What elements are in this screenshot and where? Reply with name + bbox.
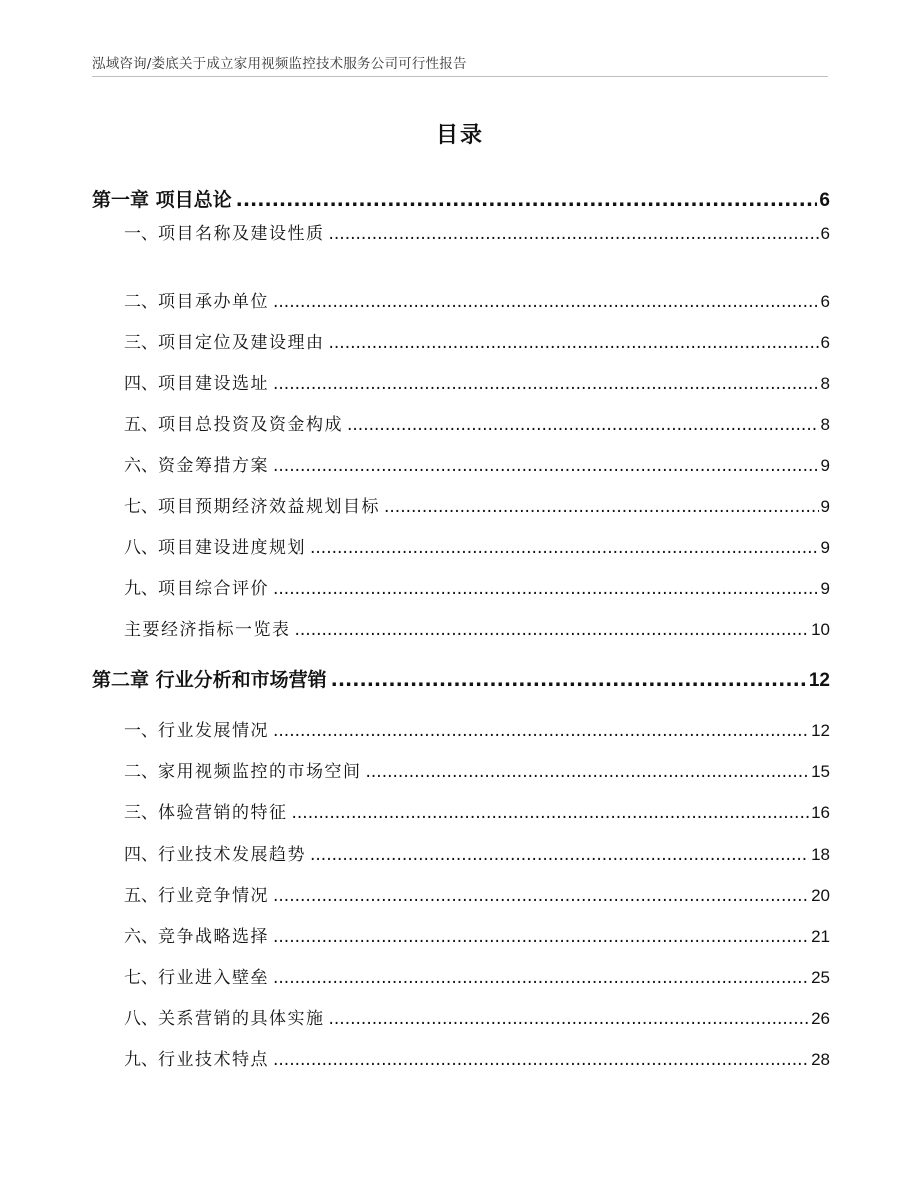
toc-entry-number: 三、: [124, 333, 158, 353]
toc-entry-label: 关系营销的具体实施: [158, 1009, 325, 1029]
toc-entry-label: 行业竞争情况: [158, 886, 269, 906]
toc-page-number: 9: [820, 579, 830, 598]
toc-entry-label: 竞争战略选择: [158, 927, 269, 947]
toc-page-number: 21: [811, 927, 830, 946]
dot-leader: [292, 803, 810, 823]
dot-leader: [347, 415, 819, 435]
toc-entry-number: 三、: [124, 803, 158, 823]
toc-entry[interactable]: [92, 410, 830, 435]
toc-page-number: 16: [811, 803, 830, 822]
toc-page-number: 6: [820, 292, 830, 311]
dot-leader: [273, 456, 819, 476]
toc-entry[interactable]: [92, 369, 830, 394]
toc-entry-label: 项目名称及建设性质: [158, 224, 325, 244]
toc-entry-number: 一、: [124, 721, 158, 741]
toc-entry-label: 项目预期经济效益规划目标: [158, 497, 380, 517]
toc-page-number: 9: [820, 456, 830, 475]
dot-leader: [329, 333, 819, 353]
toc-entry[interactable]: [92, 757, 830, 782]
toc-page-number: 25: [811, 968, 830, 987]
toc-page-number: 12: [808, 670, 830, 691]
dot-leader: [273, 579, 819, 599]
toc-entry[interactable]: [92, 798, 830, 823]
toc-entry-number: 四、: [124, 845, 158, 865]
toc-page-number: 6: [820, 333, 830, 352]
toc-chapter-2[interactable]: [92, 665, 830, 692]
toc-chapter-label: 第二章 行业分析和市场营销: [92, 669, 327, 691]
dot-leader: [384, 497, 819, 517]
toc-entry[interactable]: [92, 840, 830, 865]
toc-chapter-1[interactable]: [92, 185, 830, 212]
toc-page-number: 9: [820, 497, 830, 516]
dot-leader: [273, 927, 809, 947]
toc-entry-number: 六、: [124, 927, 158, 947]
toc-entry[interactable]: [92, 716, 830, 741]
toc-page-number: 12: [811, 721, 830, 740]
dot-leader: [331, 669, 807, 691]
dot-leader: [273, 374, 819, 394]
toc-entry[interactable]: [92, 881, 830, 906]
toc-entry[interactable]: [92, 963, 830, 988]
toc-entry-number: 二、: [124, 762, 158, 782]
toc-entry-label: 行业技术特点: [158, 1050, 269, 1070]
toc-page-number: 9: [820, 538, 830, 557]
toc-entry-label: 项目总投资及资金构成: [158, 415, 343, 435]
toc-entry-label: 行业进入壁垒: [158, 968, 269, 988]
toc-page-number: 18: [811, 845, 830, 864]
header-divider: [92, 76, 828, 77]
dot-leader: [273, 886, 809, 906]
dot-leader: [273, 1050, 809, 1070]
toc-entry-label: 家用视频监控的市场空间: [158, 762, 362, 782]
toc-entry-number: 五、: [124, 886, 158, 906]
toc-page-number: 15: [811, 762, 830, 781]
toc-entry-number: 九、: [124, 1050, 158, 1070]
dot-leader: [366, 762, 810, 782]
toc-entry-number: 六、: [124, 456, 158, 476]
dot-leader: [295, 620, 810, 640]
toc-entry-label: 行业发展情况: [158, 721, 269, 741]
toc-entry-label: 体验营销的特征: [158, 803, 288, 823]
dot-leader: [329, 224, 819, 244]
toc-entry-label: 资金筹措方案: [158, 456, 269, 476]
toc-entry-number: 八、: [124, 538, 158, 558]
dot-leader: [329, 1009, 810, 1029]
dot-leader: [236, 189, 818, 211]
toc-entry-number: 七、: [124, 968, 158, 988]
toc-entry[interactable]: [92, 574, 830, 599]
toc-entry-number: 五、: [124, 415, 158, 435]
document-header: 泓域咨询/娄底关于成立家用视频监控技术服务公司可行性报告: [92, 56, 467, 72]
toc-entry-number: 八、: [124, 1009, 158, 1029]
toc-entry[interactable]: [92, 1004, 830, 1029]
toc-entry-label: 主要经济指标一览表: [124, 620, 291, 640]
toc-entry[interactable]: [92, 287, 830, 312]
toc-page-number: 8: [820, 415, 830, 434]
dot-leader: [273, 721, 809, 741]
toc-entry-number: 二、: [124, 292, 158, 312]
toc-page-number: 26: [811, 1009, 830, 1028]
toc-entry-label: 项目综合评价: [158, 579, 269, 599]
toc-page-number: 28: [811, 1050, 830, 1069]
toc-entry[interactable]: [92, 533, 830, 558]
toc-entry-label: 行业技术发展趋势: [158, 845, 306, 865]
toc-entry[interactable]: [92, 492, 830, 517]
dot-leader: [273, 292, 819, 312]
toc-page-number: 6: [820, 224, 830, 243]
dot-leader: [310, 538, 819, 558]
dot-leader: [273, 968, 809, 988]
toc-entry-number: 四、: [124, 374, 158, 394]
toc-entry-number: 九、: [124, 579, 158, 599]
toc-page-number: 10: [811, 620, 830, 639]
toc-entry[interactable]: [92, 615, 830, 640]
toc-entry[interactable]: [92, 1045, 830, 1070]
toc-entry-number: 七、: [124, 497, 158, 517]
toc-entry-label: 项目建设进度规划: [158, 538, 306, 558]
toc-page-number: 20: [811, 886, 830, 905]
toc-entry[interactable]: [92, 451, 830, 476]
toc-page-number: 6: [819, 190, 830, 211]
toc-page-number: 8: [820, 374, 830, 393]
dot-leader: [310, 845, 809, 865]
toc-entry[interactable]: [92, 219, 830, 244]
toc-entry[interactable]: [92, 922, 830, 947]
toc-chapter-label: 第一章 项目总论: [92, 189, 232, 211]
toc-title: 目录: [435, 123, 484, 148]
toc-entry[interactable]: [92, 328, 830, 353]
toc-entry-label: 项目定位及建设理由: [158, 333, 325, 353]
toc-entry-label: 项目承办单位: [158, 292, 269, 312]
toc-entry-label: 项目建设选址: [158, 374, 269, 394]
toc-entry-number: 一、: [124, 224, 158, 244]
